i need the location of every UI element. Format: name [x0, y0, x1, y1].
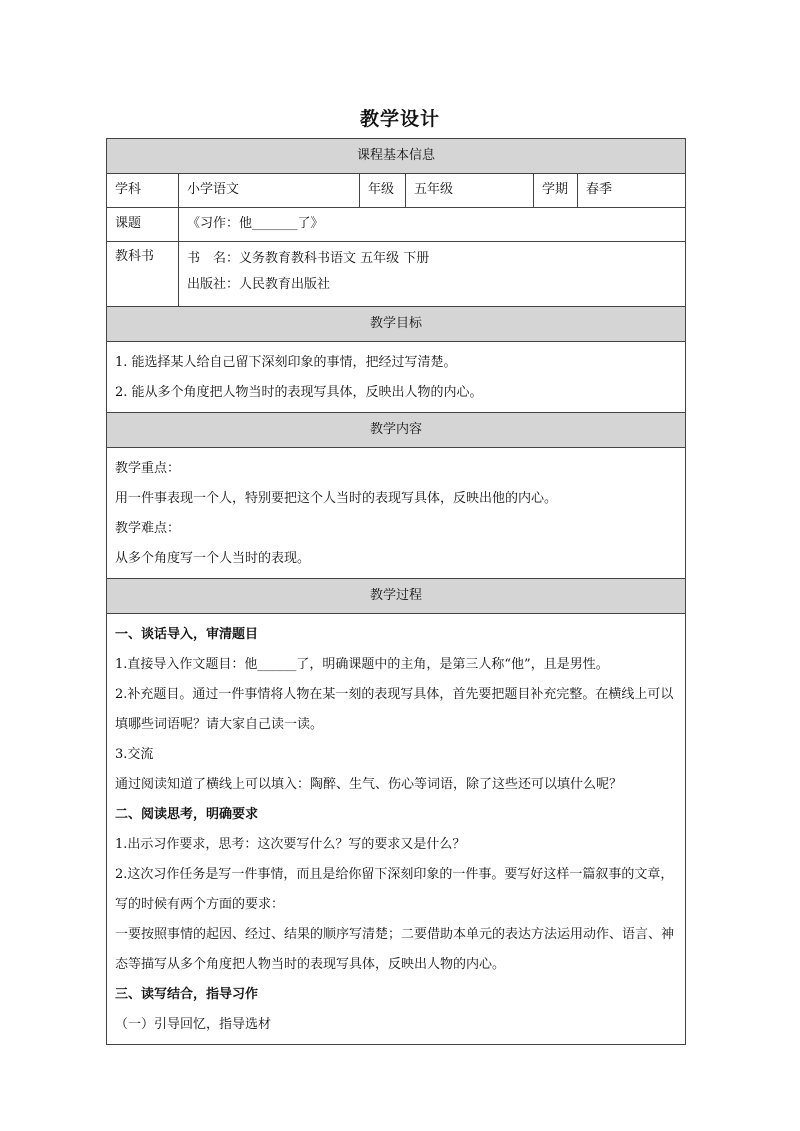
section-3-title: 三、读写结合，指导习作 [115, 987, 259, 1002]
section-1-paragraph: 3.交流 [115, 747, 154, 762]
goals-block [107, 342, 685, 413]
process-header: 教学过程 [107, 579, 685, 614]
textbook-row [107, 242, 685, 307]
goals-header: 教学目标 [107, 307, 685, 342]
info-row [107, 174, 685, 208]
term-value: 春季 [586, 182, 613, 198]
page-title: 教学设计 [359, 108, 440, 130]
textbook-publisher: 出版社：人民教育出版社 [187, 277, 331, 292]
section-1-paragraph: 1.直接导入作文题目：他______了，明确课题中的主角，是第三人称“他”，且是男性。 [115, 657, 609, 672]
textbook-info [179, 242, 685, 306]
key-point-label: 教学重点： [115, 461, 181, 476]
textbook-name: 书 名：义务教育教科书语文 五年级 下册 [187, 251, 430, 266]
section-1-paragraph: 通过阅读知道了横线上可以填入：陶醉、生气、伤心等词语，除了这些还可以填什么呢？ [115, 777, 623, 792]
key-point-text: 用一件事表现一个人，特别要把这个人当时的表现写具体，反映出他的内心。 [115, 491, 558, 506]
goal-item: 2. 能从多个角度把人物当时的表现写具体，反映出人物的内心。 [115, 385, 483, 400]
content-header: 教学内容 [107, 413, 685, 448]
goal-item: 1. 能选择某人给自己留下深刻印象的事情，把经过写清楚。 [115, 355, 457, 370]
topic-row [107, 208, 685, 242]
content-block [107, 448, 685, 579]
grade-value: 五年级 [406, 174, 534, 207]
subject-value: 小学语文 [179, 174, 360, 207]
lesson-plan-table [106, 138, 686, 1045]
process-block [107, 614, 685, 1044]
subject-label: 学科 [107, 174, 179, 207]
difficult-point-label: 教学难点： [115, 521, 181, 536]
section-1-title: 一、谈话导入，审清题目 [115, 627, 259, 642]
section-2-title: 二、阅读思考，明确要求 [115, 807, 259, 822]
section-2-paragraph: 一要按照事情的起因、经过、结果的顺序写清楚；二要借助本单元的表达方法运用动作、语言、神态等描写从多个角度把人物当时的表现写具体，反映出人物的内心。 [115, 927, 675, 972]
section-3-paragraph: （一）引导回忆，指导选材 [115, 1017, 272, 1032]
section-2-paragraph: 1.出示习作要求，思考：这次要写什么？写的要求又是什么？ [115, 837, 466, 852]
basic-info-header: 课程基本信息 [107, 139, 685, 174]
term-label: 学期 [534, 174, 578, 207]
difficult-point-text: 从多个角度写一个人当时的表现。 [115, 551, 311, 566]
grade-label: 年级 [360, 174, 406, 207]
section-2-paragraph: 2.这次习作任务是写一件事情，而且是给你留下深刻印象的一件事。要写好这样一篇叙事的文章，写的时候有两个方面的要求： [115, 867, 674, 912]
section-1-paragraph: 2.补充题目。通过一件事情将人物在某一刻的表现写具体，首先要把题目补充完整。在横线上可以填哪些词语呢？请大家自己读一读。 [115, 687, 674, 732]
textbook-label: 教科书 [107, 242, 179, 306]
topic-label: 课题 [107, 208, 179, 241]
topic-value: 《习作：他_______了》 [187, 216, 324, 232]
